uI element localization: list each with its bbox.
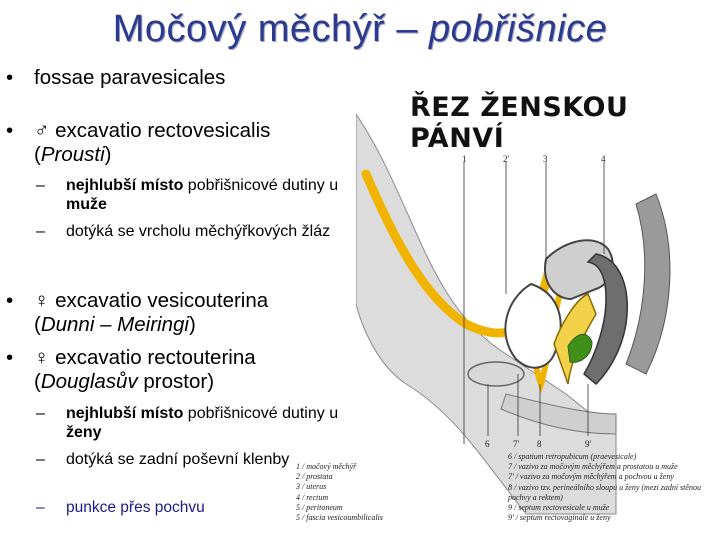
rest-text: pobřišnicové dutiny u — [183, 177, 339, 194]
female-symbol: ♀ — [34, 289, 50, 312]
label-top-3: 3 — [543, 154, 548, 164]
label-bottom-9: 9' — [585, 439, 592, 449]
bullet-dot: • — [6, 66, 14, 89]
bullet-dot: • — [6, 289, 14, 312]
title-plain: Močový měchýř – — [112, 8, 430, 50]
legend-item: 5 / peritoneum — [296, 502, 343, 512]
bullet-main-text: excavatio rectovesicalis — [49, 119, 271, 142]
dash: – — [36, 451, 45, 468]
legend-item: 3 / uterus — [296, 482, 327, 492]
slide-title — [0, 8, 720, 51]
subbullet-text: punkce přes pochvu — [66, 499, 205, 516]
bladder-shape — [505, 284, 560, 368]
bullet-main-text: excavatio vesicouterina — [49, 289, 269, 312]
bullet-text — [34, 119, 364, 167]
subbullet-text: dotýká se zadní poševní klenby — [66, 451, 290, 468]
subbullet-text — [66, 176, 366, 214]
label-top-4: 4 — [601, 154, 606, 164]
paren-open: ( — [34, 370, 41, 393]
legend-item: 9 / septum rectovesicale u muže — [508, 503, 610, 513]
label-top-2: 2' — [503, 154, 510, 164]
legend-item: 2 / prostata — [296, 472, 333, 482]
legend-item: 1 / močový měchýř — [296, 462, 357, 471]
bullet-main-text: excavatio rectouterina — [49, 346, 256, 369]
legend-item: 8 / vazivo tzv. perineálního sloupu u ženy (mezi zadní stěnou — [508, 482, 701, 492]
bullet-dot: • — [6, 346, 14, 369]
label-bottom-6: 6 — [485, 439, 490, 449]
female-symbol: ♀ — [34, 346, 50, 369]
eponym: Prousti — [40, 143, 105, 166]
legend-right — [508, 452, 713, 523]
legend-item: pochvy a rektem) — [508, 492, 563, 502]
dash: – — [36, 405, 45, 422]
dash: – — [36, 223, 45, 240]
bold-text-2: ženy — [66, 424, 102, 441]
legend-item: 7' / vazivo za močovým měchýřem a pochvou u ženy — [508, 472, 674, 482]
legend-item: 6 / spatium retropubicum (praevesicale) — [508, 452, 637, 461]
paren-open: ( — [34, 313, 41, 336]
dash: – — [36, 177, 45, 194]
bold-text: nejhlubší místo — [66, 177, 184, 194]
bullet-text: fossae paravesicales — [34, 66, 226, 89]
bullet-text — [34, 346, 364, 394]
legend-item: 4 / rectum — [296, 492, 329, 502]
dash: – — [36, 499, 45, 516]
male-symbol: ♂ — [34, 119, 50, 142]
title-italic: pobřišnice — [429, 8, 608, 50]
bold-text: nejhlubší místo — [66, 405, 184, 422]
legend-item: 7 / vazivo za močovým měchýřem a prostatou u muže — [508, 462, 678, 472]
subbullet-text — [66, 404, 366, 442]
eponym: Dunni – Meiringi — [40, 313, 189, 336]
label-bottom-8: 8 — [537, 439, 542, 449]
label-bottom-7: 7' — [513, 439, 520, 449]
pubic-bone — [468, 362, 524, 386]
label-top-1: 1 — [462, 154, 467, 164]
legend-item: 5 / fascia vesicoumbilicalis — [296, 513, 383, 523]
legend-item: 9' / septum rectovaginale u ženy — [508, 513, 611, 523]
rest-text: prostor) — [137, 370, 215, 393]
rest-text: pobřišnicové dutiny u — [183, 405, 339, 422]
eponym: Douglasův — [40, 370, 138, 393]
paren-close: ) — [188, 313, 196, 336]
paren-close: ) — [104, 143, 112, 166]
sacrum-shape — [626, 194, 670, 374]
subbullet-text: dotýká se vrcholu měchýřkových žláz — [66, 223, 331, 240]
legend-left — [296, 462, 396, 523]
bullet-dot: • — [6, 119, 14, 142]
bold-text-2: muže — [66, 196, 107, 213]
paren-open: ( — [34, 143, 41, 166]
bullet-text — [34, 289, 364, 337]
figure-heading: ŘEZ ŽENSKOU PÁNVÍ — [410, 92, 629, 154]
